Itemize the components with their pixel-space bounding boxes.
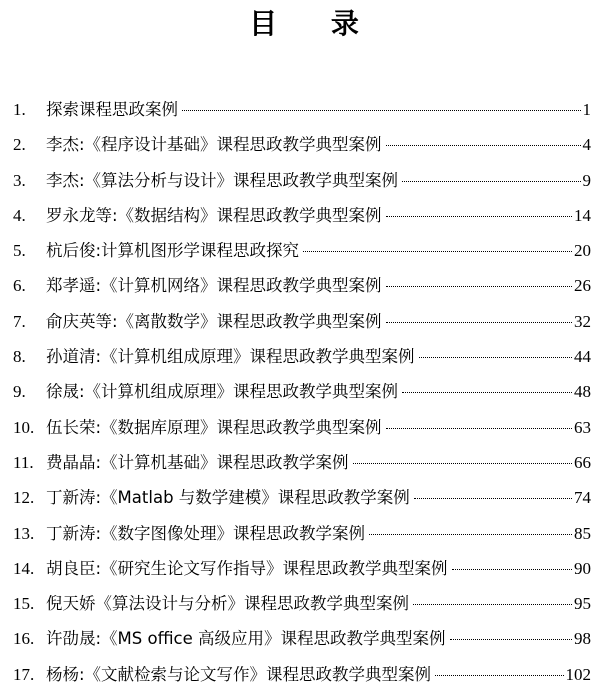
toc-dot-leader [386, 145, 581, 146]
toc-entry-page-number: 74 [574, 488, 591, 508]
toc-entry[interactable] [13, 92, 591, 127]
toc-entry-page-number: 90 [574, 558, 591, 578]
toc-entry-number: 4. [13, 205, 26, 225]
toc-dot-leader [369, 534, 572, 535]
toc-entry-title: 丁新涛:《数字图像处理》课程思政教学案例 [46, 523, 366, 543]
toc-entry-page-number: 1 [582, 100, 591, 119]
toc-entry-page-number: 44 [574, 347, 591, 367]
toc-dot-leader [419, 357, 572, 358]
toc-entry-page-number: 95 [574, 594, 591, 614]
toc-entry-page-number: 4 [582, 135, 591, 155]
toc-entry-page-number: 14 [574, 205, 591, 225]
toc-entry[interactable] [13, 304, 591, 339]
toc-entry-title: 许劭晟:《MS office 高级应用》课程思政教学典型案例 [46, 629, 446, 649]
toc-entry-number: 5. [13, 241, 26, 261]
toc-entry-title: 罗永龙等:《数据结构》课程思政教学典型案例 [46, 205, 382, 225]
toc-entry[interactable] [13, 163, 591, 198]
toc-entry-number: 17. [13, 664, 35, 684]
toc-entry-number: 9. [13, 382, 26, 402]
toc-entry-title: 伍长荣:《数据库原理》课程思政教学典型案例 [46, 417, 382, 437]
toc-entry-title: 杨杨:《文献检索与论文写作》课程思政教学典型案例 [46, 664, 432, 684]
toc-entry-page-number: 20 [574, 241, 591, 261]
toc-entry-title: 李杰:《程序设计基础》课程思政教学典型案例 [46, 135, 382, 155]
toc-entry-number: 1. [13, 100, 26, 119]
toc-entry-page-number: 48 [574, 382, 591, 402]
toc-entry-page-number: 98 [574, 629, 591, 649]
toc-list [13, 92, 591, 692]
toc-entry-page-number: 9 [582, 170, 591, 190]
toc-entry-title: 探索课程思政案例 [46, 100, 178, 119]
toc-entry-page-number: 66 [574, 452, 591, 472]
toc-entry[interactable] [13, 339, 591, 374]
toc-entry[interactable] [13, 551, 591, 586]
toc-dot-leader [386, 286, 572, 287]
toc-entry-title: 倪天娇《算法设计与分析》课程思政教学典型案例 [46, 594, 409, 614]
toc-dot-leader [450, 639, 572, 640]
toc-entry[interactable] [13, 127, 591, 162]
toc-dot-leader [402, 181, 580, 182]
toc-entry-title: 俞庆英等:《离散数学》课程思政教学典型案例 [46, 311, 382, 331]
toc-dot-leader [386, 322, 572, 323]
toc-dot-leader [182, 110, 581, 111]
toc-entry-title: 徐晟:《计算机组成原理》课程思政教学典型案例 [46, 382, 399, 402]
toc-entry-title: 丁新涛:《Matlab 与数学建模》课程思政教学案例 [46, 488, 410, 508]
toc-entry[interactable] [13, 480, 591, 515]
toc-entry-number: 12. [13, 488, 35, 508]
toc-entry[interactable] [13, 586, 591, 621]
toc-entry[interactable] [13, 621, 591, 656]
toc-entry-title: 郑孝遥:《计算机网络》课程思政教学典型案例 [46, 276, 382, 296]
toc-entry-page-number: 26 [574, 276, 591, 296]
toc-dot-leader [386, 428, 572, 429]
toc-entry[interactable] [13, 374, 591, 409]
toc-entry[interactable] [13, 410, 591, 445]
toc-entry-page-number: 63 [574, 417, 591, 437]
toc-entry-number: 7. [13, 311, 26, 331]
toc-entry-title: 孙道清:《计算机组成原理》课程思政教学典型案例 [46, 347, 415, 367]
toc-entry[interactable] [13, 516, 591, 551]
toc-entry-number: 10. [13, 417, 35, 437]
toc-dot-leader [402, 392, 572, 393]
toc-entry-number: 13. [13, 523, 35, 543]
toc-entry-number: 11. [13, 452, 34, 472]
toc-entry-number: 6. [13, 276, 26, 296]
toc-dot-leader [386, 216, 572, 217]
toc-dot-leader [413, 604, 572, 605]
toc-entry-number: 15. [13, 594, 35, 614]
toc-entry-title: 杭后俊:计算机图形学课程思政探究 [46, 241, 300, 261]
toc-dot-leader [303, 251, 572, 252]
toc-entry[interactable] [13, 198, 591, 233]
toc-entry[interactable] [13, 445, 591, 480]
toc-entry[interactable] [13, 657, 591, 692]
toc-entry-title: 李杰:《算法分析与设计》课程思政教学典型案例 [46, 170, 399, 190]
page-title: 目 录 [249, 7, 381, 40]
toc-entry-number: 14. [13, 558, 35, 578]
toc-entry-title: 费晶晶:《计算机基础》课程思政教学案例 [46, 452, 349, 472]
toc-entry-number: 16. [13, 629, 35, 649]
toc-entry-number: 8. [13, 347, 26, 367]
toc-dot-leader [414, 498, 572, 499]
toc-entry[interactable] [13, 268, 591, 303]
toc-entry-page-number: 32 [574, 311, 591, 331]
toc-entry[interactable] [13, 233, 591, 268]
toc-dot-leader [353, 463, 572, 464]
toc-entry-number: 2. [13, 135, 26, 155]
toc-entry-title: 胡良臣:《研究生论文写作指导》课程思政教学典型案例 [46, 558, 448, 578]
toc-entry-number: 3. [13, 170, 26, 190]
toc-entry-page-number: 102 [565, 664, 591, 684]
toc-entry-page-number: 85 [574, 523, 591, 543]
toc-dot-leader [435, 675, 563, 676]
toc-dot-leader [452, 569, 572, 570]
